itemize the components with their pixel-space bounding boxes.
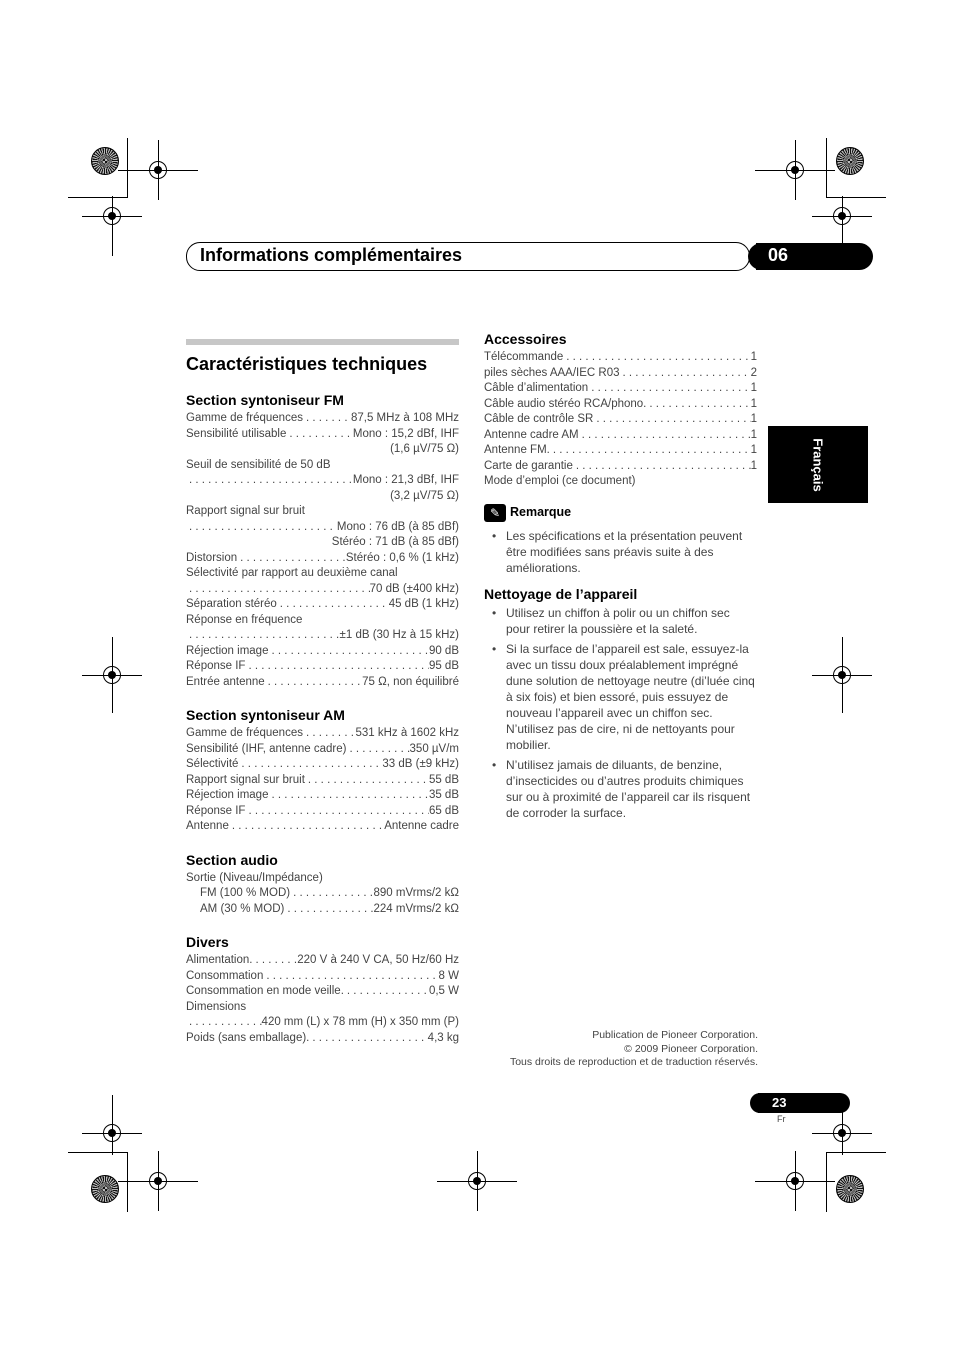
accessory-row: Câble de contrôle SR . . . 1 bbox=[484, 412, 757, 428]
spec-row: Réjection image . . . 90 dB bbox=[186, 644, 459, 660]
spec-label: Réponse en fréquence bbox=[186, 613, 303, 626]
spec-row: . . . 420 mm (L) x 78 mm (H) x 350 mm (P) bbox=[186, 1015, 459, 1031]
crop-mark bbox=[826, 1152, 827, 1212]
cleaning-list bbox=[484, 605, 757, 821]
audio-heading: Section audio bbox=[186, 851, 278, 868]
publisher-notice bbox=[470, 1029, 758, 1070]
accessory-row: Câble d’alimentation . . . 1 bbox=[484, 381, 757, 397]
spec-row: Sensibilité utilisable . . . Mono : 15,2 dBf, IHF bbox=[186, 427, 459, 443]
spec-label: Seuil de sensibilité de 50 dB bbox=[186, 458, 331, 471]
spec-row: Sélectivité . . . 33 dB (±9 kHz) bbox=[186, 757, 459, 773]
spec-row: . . . Mono : 21,3 dBf, IHF bbox=[186, 473, 459, 489]
accessory-row: Mode d’emploi (ce document) bbox=[484, 475, 636, 487]
spec-continuation: (3,2 µV/75 Ω) bbox=[390, 489, 459, 502]
spec-row: . . . 70 dB (±400 kHz) bbox=[186, 582, 459, 598]
spec-row: Réponse IF . . . 65 dB bbox=[186, 804, 459, 820]
color-bar-icon bbox=[836, 1175, 864, 1203]
copyright-line: © 2009 Pioneer Corporation. bbox=[624, 1042, 758, 1055]
spec-row: Gamme de fréquences . . . 531 kHz à 1602 kHz bbox=[186, 726, 459, 742]
note-list bbox=[484, 528, 757, 576]
cleaning-item: • N’utilisez jamais de diluants, de benzine, d’insecticides ou d’autres produits chimiques sur ou à proximité de l’appareil car ils risquent de corroder la surface. bbox=[484, 757, 757, 821]
spec-row: Séparation stéréo . . . 45 dB (1 kHz) bbox=[186, 597, 459, 613]
section-title: Caractéristiques techniques bbox=[186, 354, 428, 374]
spec-row: Distorsion . . . Stéréo : 0,6 % (1 kHz) bbox=[186, 551, 459, 567]
spec-row: . . . Mono : 76 dB (à 85 dBf) bbox=[186, 520, 459, 536]
spec-continuation: (1,6 µV/75 Ω) bbox=[390, 443, 459, 455]
crop-mark bbox=[68, 1152, 128, 1153]
cleaning-item: • Utilisez un chiffon à polir ou un chiffon sec pour retirer la poussière et la saleté. bbox=[484, 605, 757, 637]
spec-row: Gamme de fréquences . . . 87,5 MHz à 108 MHz bbox=[186, 411, 459, 427]
spec-row: Réjection image . . . 35 dB bbox=[186, 788, 459, 804]
color-bar-icon bbox=[836, 147, 864, 175]
accessory-row: Carte de garantie . . . 1 bbox=[484, 459, 757, 475]
spec-label: Dimensions bbox=[186, 1000, 247, 1013]
spec-label: Sélectivité par rapport au deuxième canal bbox=[186, 567, 398, 579]
spec-row: . . . ±1 dB (30 Hz à 15 kHz) bbox=[186, 628, 459, 644]
crop-mark bbox=[826, 138, 827, 198]
spec-row: Consommation . . . 8 W bbox=[186, 969, 459, 985]
accessory-row: Antenne FM. . . . 1 bbox=[484, 443, 757, 459]
rights-line: Tous droits de reproduction et de traduction réservés. bbox=[509, 1056, 758, 1068]
accessories-heading: Accessoires bbox=[484, 331, 567, 347]
accessory-row: piles sèches AAA/IEC R03 . . . 2 bbox=[484, 366, 757, 382]
spec-row: Consommation en mode veille. . . . 0,5 W bbox=[186, 984, 459, 1000]
spec-row: AM (30 % MOD) . . . 224 mVrms/2 kΩ bbox=[186, 902, 459, 918]
page-number-badge bbox=[758, 1093, 850, 1113]
spec-row: Antenne . . . Antenne cadre bbox=[186, 819, 459, 835]
fm-heading: Section syntoniseur FM bbox=[186, 392, 344, 408]
crop-mark bbox=[68, 197, 128, 198]
chapter-number: 06 bbox=[768, 245, 789, 265]
page-number: 23 bbox=[772, 1095, 787, 1110]
divers-heading: Divers bbox=[186, 934, 229, 950]
spec-row: Entrée antenne . . . 75 Ω, non équilibré bbox=[186, 675, 459, 691]
color-bar-icon bbox=[91, 1175, 119, 1203]
section-bar bbox=[186, 339, 459, 345]
am-heading: Section syntoniseur AM bbox=[186, 707, 345, 723]
language-tab-label: Français bbox=[810, 437, 826, 492]
page-language: Fr bbox=[777, 1114, 786, 1124]
crop-mark bbox=[127, 138, 128, 198]
spec-row: Poids (sans emballage). . . . 4,3 kg bbox=[186, 1031, 459, 1047]
pencil-icon: ✎ bbox=[484, 504, 506, 522]
spec-label: Sortie (Niveau/Impédance) bbox=[186, 871, 323, 884]
note-item: • Les spécifications et la présentation peuvent être modifiées sans préavis suite à des améliorations. bbox=[484, 528, 757, 576]
language-tab bbox=[768, 426, 868, 503]
accessory-row: Télécommande . . . 1 bbox=[484, 350, 757, 366]
publisher-line: Publication de Pioneer Corporation. bbox=[592, 1029, 758, 1041]
specifications-column bbox=[186, 339, 459, 1046]
spec-continuation: Stéréo : 71 dB (à 85 dBf) bbox=[331, 536, 459, 548]
chapter-title: Informations complémentaires bbox=[200, 245, 463, 265]
note-title: Remarque bbox=[510, 504, 572, 519]
spec-row: FM (100 % MOD) . . . 890 mVrms/2 kΩ bbox=[186, 886, 459, 902]
cleaning-item: • Si la surface de l’appareil est sale, essuyez-la avec un tissu doux préalablement imprégné dune solution de nettoyage neutre (di’luée cinq à six fois) et bien essoré, puis essuyez de nouveau l’appareil avec un chiffon sec. N’utilisez pas de cire, ni de nettoyants pour mobilier. bbox=[484, 641, 757, 753]
note-header bbox=[484, 504, 757, 522]
chapter-number-badge bbox=[756, 243, 873, 270]
accessory-row: Antenne cadre AM . . . 1 bbox=[484, 428, 757, 444]
cleaning-heading: Nettoyage de l’appareil bbox=[484, 585, 638, 602]
crop-mark bbox=[826, 1152, 886, 1153]
spec-row: Réponse IF . . . 95 dB bbox=[186, 659, 459, 675]
spec-row: Rapport signal sur bruit . . . 55 dB bbox=[186, 773, 459, 789]
spec-row: Alimentation. . . . 220 V à 240 V CA, 50 Hz/60 Hz bbox=[186, 953, 459, 969]
crop-mark bbox=[127, 1152, 128, 1212]
spec-label: Rapport signal sur bruit bbox=[186, 505, 305, 517]
crop-mark bbox=[826, 197, 886, 198]
accessory-row: Câble audio stéréo RCA/phono. . . . 1 bbox=[484, 397, 757, 413]
accessories-column bbox=[484, 331, 757, 825]
color-bar-icon bbox=[91, 147, 119, 175]
spec-row: Sensibilité (IHF, antenne cadre) . . . 350 µV/m bbox=[186, 742, 459, 758]
